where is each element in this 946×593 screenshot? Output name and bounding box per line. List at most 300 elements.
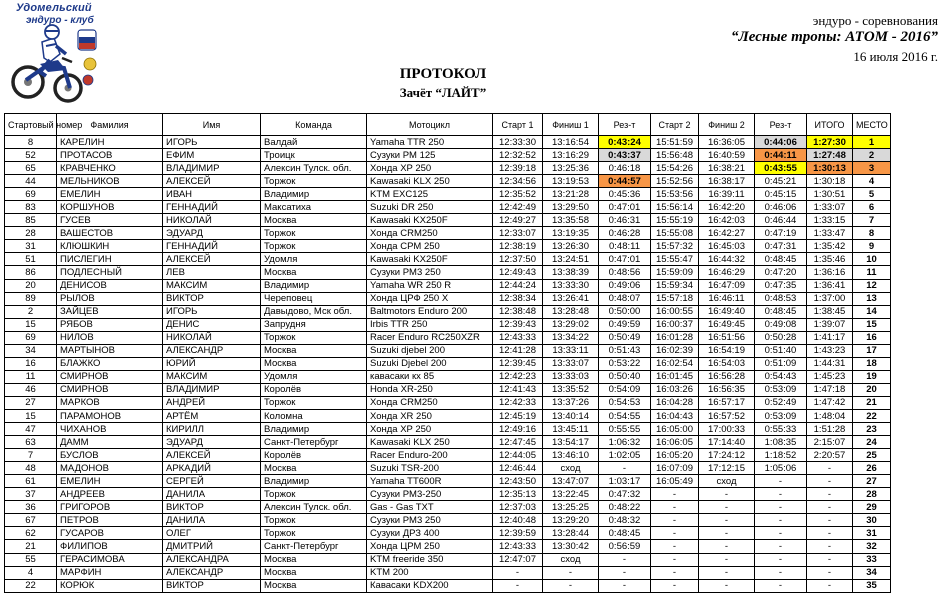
table-row	[5, 279, 891, 292]
table-cell: 1:05:06	[755, 462, 807, 475]
table-cell: 28	[5, 227, 57, 240]
table-cell: 13	[853, 292, 891, 305]
table-cell: ДМИТРИЙ	[163, 540, 261, 553]
table-cell: 16:42:03	[699, 214, 755, 227]
table-cell: -	[699, 501, 755, 514]
table-cell: сход	[543, 462, 599, 475]
table-cell: 2	[853, 149, 891, 162]
table-row	[5, 292, 891, 305]
table-cell: ИГОРЬ	[163, 305, 261, 318]
table-cell: Suzuki Djebel 200	[367, 357, 493, 370]
table-row	[5, 553, 891, 566]
table-cell: 12:37:50	[493, 253, 543, 266]
table-cell: 12:41:28	[493, 344, 543, 357]
table-cell: -	[651, 579, 699, 592]
table-cell: 16:49:45	[699, 318, 755, 331]
table-cell: Suzuki DR 250	[367, 201, 493, 214]
table-cell: 18	[853, 357, 891, 370]
table-cell: 16:36:05	[699, 136, 755, 149]
table-cell: 0:44:57	[599, 175, 651, 188]
table-cell: Торжок	[261, 514, 367, 527]
table-cell: 0:53:09	[755, 383, 807, 396]
table-cell: 13:24:51	[543, 253, 599, 266]
table-cell: -	[755, 475, 807, 488]
table-row	[5, 266, 891, 279]
table-cell: 1:45:23	[807, 370, 853, 383]
table-cell: 61	[5, 475, 57, 488]
table-cell: -	[493, 566, 543, 579]
table-cell: 12:44:24	[493, 279, 543, 292]
table-cell: 12:42:23	[493, 370, 543, 383]
table-cell: -	[699, 527, 755, 540]
table-cell: 16:45:03	[699, 240, 755, 253]
table-cell: 0:54:53	[599, 396, 651, 409]
table-cell: 35	[853, 579, 891, 592]
table-cell: 13:21:28	[543, 188, 599, 201]
table-cell: 12:33:07	[493, 227, 543, 240]
table-cell: -	[651, 514, 699, 527]
table-cell: -	[599, 566, 651, 579]
table-cell: 8	[853, 227, 891, 240]
table-cell: 16:01:45	[651, 370, 699, 383]
table-cell: 17:12:15	[699, 462, 755, 475]
table-cell: 12:43:50	[493, 475, 543, 488]
table-cell: 1:30:13	[807, 162, 853, 175]
table-cell: Сузуки PM 125	[367, 149, 493, 162]
table-cell: АЛЕКСАНДР	[163, 566, 261, 579]
table-cell: СМИРНОВ	[57, 383, 163, 396]
table-cell: 15:54:26	[651, 162, 699, 175]
table-cell: -	[755, 579, 807, 592]
table-cell: 16:04:43	[651, 409, 699, 422]
table-cell: 16:06:05	[651, 436, 699, 449]
table-cell: 0:50:40	[599, 370, 651, 383]
table-cell: 13:45:11	[543, 423, 599, 436]
table-cell: СМИРНОВ	[57, 370, 163, 383]
table-cell: -	[651, 566, 699, 579]
table-cell: 0:45:36	[599, 188, 651, 201]
table-row	[5, 331, 891, 344]
table-cell: Москва	[261, 214, 367, 227]
table-cell: сход	[543, 553, 599, 566]
table-cell: 16:56:35	[699, 383, 755, 396]
table-cell: -	[599, 462, 651, 475]
table-cell: 13:33:30	[543, 279, 599, 292]
table-cell: 1:03:17	[599, 475, 651, 488]
table-row	[5, 201, 891, 214]
table-cell: 13:26:30	[543, 240, 599, 253]
table-cell: 13:30:42	[543, 540, 599, 553]
table-cell: -	[807, 553, 853, 566]
table-cell: Irbis TTR 250	[367, 318, 493, 331]
table-cell: 16:46:29	[699, 266, 755, 279]
table-cell: 0:46:28	[599, 227, 651, 240]
table-cell: 25	[853, 449, 891, 462]
table-cell: 16:57:52	[699, 409, 755, 422]
table-cell: -	[807, 488, 853, 501]
table-cell: 0:48:53	[755, 292, 807, 305]
table-cell: Кавасаки KDX200	[367, 579, 493, 592]
table-cell: 16:04:28	[651, 396, 699, 409]
table-cell: 2:20:57	[807, 449, 853, 462]
table-cell: 1:51:28	[807, 423, 853, 436]
table-cell: 13:19:53	[543, 175, 599, 188]
table-cell: 2:15:07	[807, 436, 853, 449]
table-cell: 1:44:31	[807, 357, 853, 370]
club-type: эндуро - клуб	[26, 15, 94, 26]
table-cell: 13:28:44	[543, 527, 599, 540]
table-cell: 12:43:33	[493, 331, 543, 344]
table-cell: 16:40:59	[699, 149, 755, 162]
table-cell: 16:56:28	[699, 370, 755, 383]
table-cell: 89	[5, 292, 57, 305]
table-cell: 0:49:06	[599, 279, 651, 292]
table-cell: Удомля	[261, 370, 367, 383]
table-cell: 0:54:09	[599, 383, 651, 396]
table-cell: 16:44:32	[699, 253, 755, 266]
table-cell: 1:41:17	[807, 331, 853, 344]
table-cell: Владимир	[261, 279, 367, 292]
table-cell: 48	[5, 462, 57, 475]
table-cell: 16:03:26	[651, 383, 699, 396]
table-cell: АНДРЕЙ	[163, 396, 261, 409]
table-cell: 7	[5, 449, 57, 462]
event-title: “Лесные тропы: АТОМ - 2016”	[731, 29, 938, 45]
table-cell: 1:39:07	[807, 318, 853, 331]
table-cell: 15:56:48	[651, 149, 699, 162]
table-cell: 24	[853, 436, 891, 449]
column-header: Старт 1	[493, 114, 543, 136]
table-cell: Владимир	[261, 475, 367, 488]
table-cell: КОРШУНОВ	[57, 201, 163, 214]
table-cell: ГУСАРОВ	[57, 527, 163, 540]
table-cell: 26	[853, 462, 891, 475]
table-cell: 12:39:45	[493, 357, 543, 370]
table-cell: ПИСЛЕГИН	[57, 253, 163, 266]
table-cell: -	[699, 488, 755, 501]
table-cell: 1:48:04	[807, 409, 853, 422]
table-cell: KTM 200	[367, 566, 493, 579]
table-cell: 16:05:49	[651, 475, 699, 488]
table-cell: 1:35:46	[807, 253, 853, 266]
table-cell: 15:59:09	[651, 266, 699, 279]
table-cell: -	[807, 475, 853, 488]
table-cell: НИКОЛАЙ	[163, 214, 261, 227]
table-cell: 16:47:09	[699, 279, 755, 292]
table-cell: -	[599, 579, 651, 592]
table-cell: Honda XR-250	[367, 383, 493, 396]
table-cell: Череповец	[261, 292, 367, 305]
table-row	[5, 149, 891, 162]
table-row	[5, 214, 891, 227]
table-cell: 34	[853, 566, 891, 579]
table-cell: 21	[853, 396, 891, 409]
table-cell: -	[755, 566, 807, 579]
table-cell: АЛЕКСЕЙ	[163, 253, 261, 266]
table-cell: ПЕТРОВ	[57, 514, 163, 527]
table-cell: СЕРГЕЙ	[163, 475, 261, 488]
table-cell: 12:34:56	[493, 175, 543, 188]
table-cell: Kawasaki KLX 250	[367, 175, 493, 188]
table-cell: 1:08:35	[755, 436, 807, 449]
table-cell: 13:33:03	[543, 370, 599, 383]
table-cell: 13:37:26	[543, 396, 599, 409]
table-cell: Kawasaki KX250F	[367, 253, 493, 266]
table-row	[5, 383, 891, 396]
table-row	[5, 370, 891, 383]
table-cell: 1:30:18	[807, 175, 853, 188]
table-cell: 31	[853, 527, 891, 540]
table-cell: 16	[853, 331, 891, 344]
table-cell: -	[807, 514, 853, 527]
table-cell: 13:47:07	[543, 475, 599, 488]
table-cell: 0:45:21	[755, 175, 807, 188]
table-row	[5, 475, 891, 488]
table-cell: 0:56:59	[599, 540, 651, 553]
table-cell: 4	[853, 175, 891, 188]
table-cell: 13:29:02	[543, 318, 599, 331]
table-cell: Хонда XP 250	[367, 162, 493, 175]
table-cell: 3	[853, 162, 891, 175]
table-cell: 16:00:37	[651, 318, 699, 331]
table-cell: 46	[5, 383, 57, 396]
table-cell: 1:33:07	[807, 201, 853, 214]
table-cell: НИЛОВ	[57, 331, 163, 344]
table-cell: 0:47:20	[755, 266, 807, 279]
table-cell: 0:47:31	[755, 240, 807, 253]
table-cell: 0:48:45	[755, 253, 807, 266]
table-cell: 0:48:11	[599, 240, 651, 253]
table-cell: ЕМЕЛИН	[57, 475, 163, 488]
table-cell: 16:38:21	[699, 162, 755, 175]
table-cell: 16:54:03	[699, 357, 755, 370]
table-cell: 1:33:47	[807, 227, 853, 240]
table-cell: 0:50:49	[599, 331, 651, 344]
table-cell: Yamaha TTR 250	[367, 136, 493, 149]
table-cell: 0:47:19	[755, 227, 807, 240]
table-cell: 15:52:56	[651, 175, 699, 188]
table-cell: 86	[5, 266, 57, 279]
table-cell: 15:55:08	[651, 227, 699, 240]
table-cell: -	[699, 540, 755, 553]
table-cell: АЛЕКСЕЙ	[163, 175, 261, 188]
table-cell: МАРКОВ	[57, 396, 163, 409]
table-cell: ЭДУАРД	[163, 436, 261, 449]
table-cell: Торжок	[261, 488, 367, 501]
column-header: Финиш 1	[543, 114, 599, 136]
table-cell: 0:48:56	[599, 266, 651, 279]
table-cell: 0:51:09	[755, 357, 807, 370]
table-cell: Санкт-Петербург	[261, 540, 367, 553]
table-cell: 0:55:33	[755, 423, 807, 436]
table-cell: Коломна	[261, 409, 367, 422]
table-cell: 0:47:35	[755, 279, 807, 292]
table-cell: ЕФИМ	[163, 149, 261, 162]
table-cell: 12:38:48	[493, 305, 543, 318]
table-cell: 0:44:11	[755, 149, 807, 162]
table-cell: ВИКТОР	[163, 579, 261, 592]
table-cell: БЛАЖКО	[57, 357, 163, 370]
table-cell: 1:18:52	[755, 449, 807, 462]
table-row	[5, 579, 891, 592]
table-cell: ВЛАДИМИР	[163, 162, 261, 175]
table-cell: КИРИЛЛ	[163, 423, 261, 436]
table-cell: АРТЁМ	[163, 409, 261, 422]
table-cell: Москва	[261, 462, 367, 475]
table-cell: БУСЛОВ	[57, 449, 163, 462]
table-cell: 44	[5, 175, 57, 188]
table-cell: 12:47:45	[493, 436, 543, 449]
table-cell: 13:29:50	[543, 201, 599, 214]
table-cell: ЮРИЙ	[163, 357, 261, 370]
table-row	[5, 318, 891, 331]
table-cell: 13:54:17	[543, 436, 599, 449]
table-cell: ЧИХАНОВ	[57, 423, 163, 436]
table-cell: Москва	[261, 357, 367, 370]
table-cell: 13:16:29	[543, 149, 599, 162]
table-cell: 12:42:33	[493, 396, 543, 409]
table-row	[5, 240, 891, 253]
club-name: Удомельский	[16, 2, 92, 14]
table-cell: Королёв	[261, 383, 367, 396]
column-header: Мотоцикл	[367, 114, 493, 136]
table-cell: ГЕННАДИЙ	[163, 201, 261, 214]
column-header: Старт 2	[651, 114, 699, 136]
table-cell: 15:53:56	[651, 188, 699, 201]
table-cell: Хонда ЦРМ 250	[367, 540, 493, 553]
table-cell: 16	[5, 357, 57, 370]
table-cell: Валдай	[261, 136, 367, 149]
table-cell: 2	[5, 305, 57, 318]
table-cell: 15:56:14	[651, 201, 699, 214]
table-cell: -	[755, 488, 807, 501]
table-cell: 23	[853, 423, 891, 436]
table-cell: Хонда CRM250	[367, 396, 493, 409]
table-cell: 12:38:19	[493, 240, 543, 253]
table-cell: ГЕННАДИЙ	[163, 240, 261, 253]
table-cell: 62	[5, 527, 57, 540]
table-cell: 4	[5, 566, 57, 579]
table-cell: -	[807, 579, 853, 592]
table-cell: -	[699, 566, 755, 579]
table-cell: 13:19:35	[543, 227, 599, 240]
table-cell: 13:33:07	[543, 357, 599, 370]
table-cell: 1:33:15	[807, 214, 853, 227]
table-cell: 12:37:03	[493, 501, 543, 514]
table-cell: -	[755, 540, 807, 553]
table-cell: 13:38:39	[543, 266, 599, 279]
table-cell: ПАРАМОНОВ	[57, 409, 163, 422]
table-cell: 51	[5, 253, 57, 266]
table-cell: 15	[5, 409, 57, 422]
table-cell: -	[543, 579, 599, 592]
table-row	[5, 488, 891, 501]
table-cell: 1	[853, 136, 891, 149]
table-cell: 0:46:18	[599, 162, 651, 175]
table-cell: ЛЕВ	[163, 266, 261, 279]
table-cell: 12:42:49	[493, 201, 543, 214]
table-cell: Алексин Тулск. обл.	[261, 162, 367, 175]
table-cell: 11	[5, 370, 57, 383]
table-cell: АРКАДИЙ	[163, 462, 261, 475]
table-cell: 0:50:28	[755, 331, 807, 344]
protocol-title: ПРОТОКОЛ	[399, 66, 487, 82]
table-cell: 0:44:06	[755, 136, 807, 149]
table-cell: 47	[5, 423, 57, 436]
table-cell: АНДРЕЕВ	[57, 488, 163, 501]
table-cell: 16:49:40	[699, 305, 755, 318]
table-cell: KTM freeride 350	[367, 553, 493, 566]
table-cell: 16:57:17	[699, 396, 755, 409]
table-cell: 12	[853, 279, 891, 292]
table-cell: Хонда XR 250	[367, 409, 493, 422]
table-row	[5, 227, 891, 240]
table-cell: 13:26:41	[543, 292, 599, 305]
table-cell: -	[651, 501, 699, 514]
table-cell: 1:02:05	[599, 449, 651, 462]
table-cell: МАРФИН	[57, 566, 163, 579]
table-cell: ПОДЛЕСНЫЙ	[57, 266, 163, 279]
table-cell: КАРЕЛИН	[57, 136, 163, 149]
table-cell: ЗАЙЦЕВ	[57, 305, 163, 318]
table-cell: КОРЮК	[57, 579, 163, 592]
table-cell: Москва	[261, 344, 367, 357]
table-cell: 12:45:19	[493, 409, 543, 422]
table-cell: ФИЛИПОВ	[57, 540, 163, 553]
table-cell: 15:55:19	[651, 214, 699, 227]
table-cell: 12:35:52	[493, 188, 543, 201]
table-cell: 0:54:55	[599, 409, 651, 422]
table-cell: 0:43:24	[599, 136, 651, 149]
table-row	[5, 436, 891, 449]
table-cell: ВАШЕСТОВ	[57, 227, 163, 240]
table-cell: 12:35:13	[493, 488, 543, 501]
table-cell: 12:49:27	[493, 214, 543, 227]
table-cell: -	[699, 514, 755, 527]
table-cell: Racer Enduro-200	[367, 449, 493, 462]
table-cell: 37	[5, 488, 57, 501]
table-cell: 22	[5, 579, 57, 592]
table-cell: 13:22:45	[543, 488, 599, 501]
table-cell: Хонда CPM 250	[367, 240, 493, 253]
table-cell: 0:49:59	[599, 318, 651, 331]
table-cell: 13:28:48	[543, 305, 599, 318]
table-cell: 12:39:18	[493, 162, 543, 175]
table-row	[5, 409, 891, 422]
table-cell: 21	[5, 540, 57, 553]
table-cell: 63	[5, 436, 57, 449]
table-header	[5, 114, 891, 136]
table-cell: ГЕРАСИМОВА	[57, 553, 163, 566]
table-cell: 0:51:40	[755, 344, 807, 357]
table-cell: 0:48:45	[599, 527, 651, 540]
table-cell: Алексин Тулск. обл.	[261, 501, 367, 514]
table-cell: ДЕНИС	[163, 318, 261, 331]
table-cell: 13:34:22	[543, 331, 599, 344]
table-cell: ГРИГОРОВ	[57, 501, 163, 514]
table-cell: 34	[5, 344, 57, 357]
table-cell: -	[807, 566, 853, 579]
table-cell: Сузуки PM3 250	[367, 266, 493, 279]
table-cell: 16:02:39	[651, 344, 699, 357]
table-cell: 20	[5, 279, 57, 292]
column-header: Фамилия	[57, 114, 163, 136]
table-cell: 17:24:12	[699, 449, 755, 462]
table-cell: 10	[853, 253, 891, 266]
table-cell: 13:35:52	[543, 383, 599, 396]
table-cell: -	[699, 553, 755, 566]
table-cell: 28	[853, 488, 891, 501]
